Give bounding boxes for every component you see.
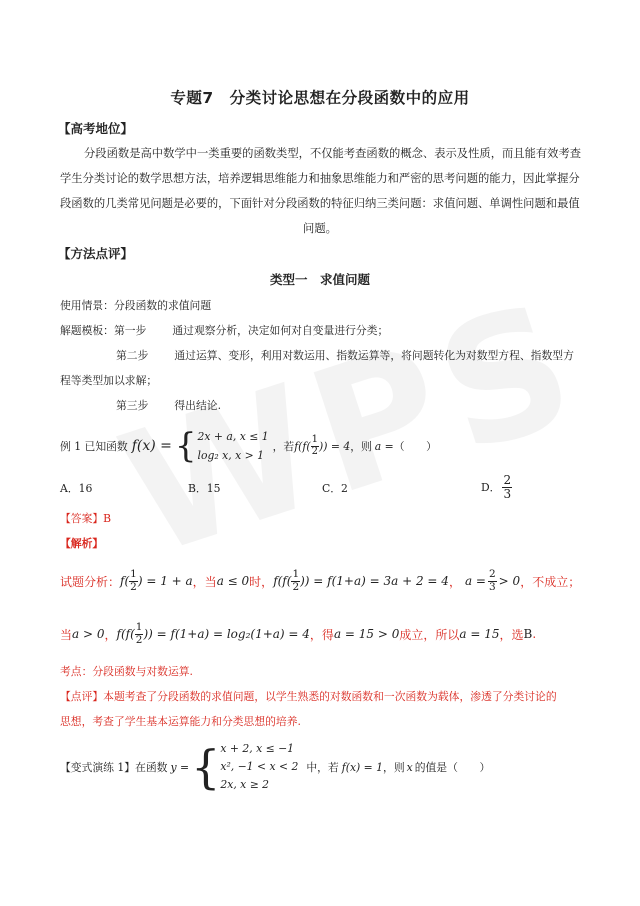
sol-l1-e: 时， (249, 574, 274, 589)
variant-piece1: x + 2, x ≤ −1 (220, 742, 295, 755)
sol-l1-k: ，不成立； (520, 574, 581, 589)
sol-l2-a: 当 (60, 627, 73, 642)
usage-text: 使用情景：分段函数的求值问题 (60, 299, 212, 312)
sol-l1-i: a = (464, 574, 486, 588)
option-b: B．15 (188, 482, 221, 495)
option-d (481, 470, 512, 504)
sol-l2-g: a = 15 > 0 (333, 627, 400, 641)
example1-cond: f(f( (294, 439, 311, 453)
sol-l2-c: ， (104, 627, 117, 642)
sol-l2-i: a = 15 (459, 627, 500, 641)
sol-l2-half: $\frac{1}{2}$ (135, 621, 143, 646)
example1-piece2: log₂ x, x > 1 (197, 449, 264, 462)
analysis-label: 【解析】 (60, 537, 104, 550)
option-d-fraction: $\frac{2}{3}$ (503, 472, 512, 501)
page-title: 专题7 分类讨论思想在分段函数中的应用 (170, 89, 470, 107)
sol-l2-f: ，得 (309, 627, 334, 642)
example1-ask-var: a = (374, 439, 394, 453)
template-step2 (116, 348, 574, 363)
step2-text: 通过运算、变形，利用对数运用、指数运算等，将问题转化为对数型方程、指数型方 (174, 349, 574, 362)
sol-l1-half: $\frac{1}{2}$ (130, 568, 137, 593)
sol-l2-d: f(f( (116, 627, 135, 641)
sol-l1-h: ， (448, 574, 461, 589)
option-c: C．2 (322, 482, 348, 495)
kaodian-text: 考点：分段函数与对数运算. (60, 665, 193, 678)
variant-brace-icon: { (191, 740, 221, 794)
intro-line-1: 分段函数是高中数学中一类重要的函数类型，不仅能考查函数的概念、表示及性质，而且能有效考查 (84, 147, 582, 160)
step1-text: 通过观察分析，决定如何对自变量进行分类； (172, 324, 389, 337)
step3-label: 第三步 (116, 399, 149, 412)
sol-l2-l: . (532, 627, 537, 641)
sol-l1-f2: f(f( (273, 574, 292, 588)
example1-func: f(x) = (131, 438, 172, 454)
sol-l1-j: > 0 (498, 574, 521, 588)
intro-line-3: 段函数的几类常见问题是必要的，下面针对分段函数的特征归纳三类问题：求值问题、单调性问题和最值 (60, 197, 580, 210)
sol-l1-f: f( (120, 574, 130, 588)
variant-piece3: 2x, x ≥ 2 (220, 778, 270, 791)
type1-title: 类型一 求值问题 (269, 272, 370, 287)
example1 (60, 424, 437, 468)
sol-l2-e: )) = f(1+a) = log₂(1+a) = 4 (143, 627, 310, 641)
template-lead: 解题模板： (60, 324, 114, 337)
variant-y: y = (170, 760, 190, 774)
example1-half: $\frac{1}{2}$ (311, 434, 318, 457)
step2-label: 第二步 (116, 349, 149, 362)
variant-cond: f(x) = 1 (341, 760, 384, 774)
sol-l1-half2: $\frac{1}{2}$ (292, 568, 300, 593)
sol-l1-d: a ≤ 0 (216, 574, 250, 588)
template-step1 (60, 323, 388, 338)
variant-piece2: x², −1 < x < 2 (220, 760, 299, 773)
step1-label: 第一步 (113, 324, 147, 337)
example1-cond-pre: ，若 (272, 439, 295, 453)
example1-pieces (198, 427, 269, 465)
sol-l2-b: a > 0 (72, 627, 105, 641)
sol-l2-j: ，选 (499, 627, 524, 642)
example1-paren: （ ） (393, 439, 437, 453)
template-step3 (116, 398, 221, 413)
example1-piece1: 2x + a, x ≤ 1 (197, 430, 269, 443)
variant-pieces (220, 740, 298, 794)
variant-lead: 【变式演练 1】在函数 (60, 760, 168, 774)
variant-end: 的值是（ ） (414, 760, 491, 774)
comment-line-1: 【点评】本题考查了分段函数的求值问题，以学生熟悉的对数函数和一次函数为载体，渗透了分类讨论的 (60, 690, 557, 703)
example1-lead: 例 1 已知函数 (60, 439, 128, 453)
solution-line-2 (60, 614, 536, 654)
option-a: A．16 (60, 482, 93, 495)
variant-mid: 中，若 (306, 760, 339, 774)
section-header-method: 【方法点评】 (58, 246, 134, 261)
sol-l2-k: B (523, 627, 533, 641)
comment-line-2: 思想，考查了学生基本运算能力和分类思想的培养. (60, 715, 301, 728)
sol-l1-g: )) = f(1+a) = 3a + 2 = 4 (300, 574, 449, 588)
left-brace-icon: { (174, 426, 197, 466)
step2-continued: 程等类型加以求解； (60, 374, 158, 387)
intro-line-2: 学生分类讨论的数学思想方法，培养逻辑思维能力和抽象思维能力和严密的思考问题的能力，因此掌握分 (60, 172, 580, 185)
section-header-gaokao: 【高考地位】 (58, 121, 134, 136)
step3-text: 得出结论. (174, 399, 222, 412)
solution-line-1 (60, 561, 580, 601)
answer-label: 【答案】B (60, 512, 112, 525)
variant-exercise (60, 738, 490, 796)
variant-tail: ，则 (383, 760, 405, 774)
sol-l1-two-thirds: $\frac{2}{3}$ (488, 568, 496, 593)
sol-l1-b: ) = 1 + a (137, 574, 193, 588)
solution-lead: 试题分析： (60, 574, 121, 589)
variant-x: x (406, 760, 413, 774)
example1-cond-post: )) = 4 (318, 439, 351, 453)
sol-l2-h: 成立，所以 (399, 627, 460, 642)
example1-ask: ，则 (350, 439, 372, 453)
intro-line-4: 问题。 (303, 222, 337, 235)
sol-l1-c: ，当 (192, 574, 217, 589)
option-d-label: D． (481, 480, 501, 494)
